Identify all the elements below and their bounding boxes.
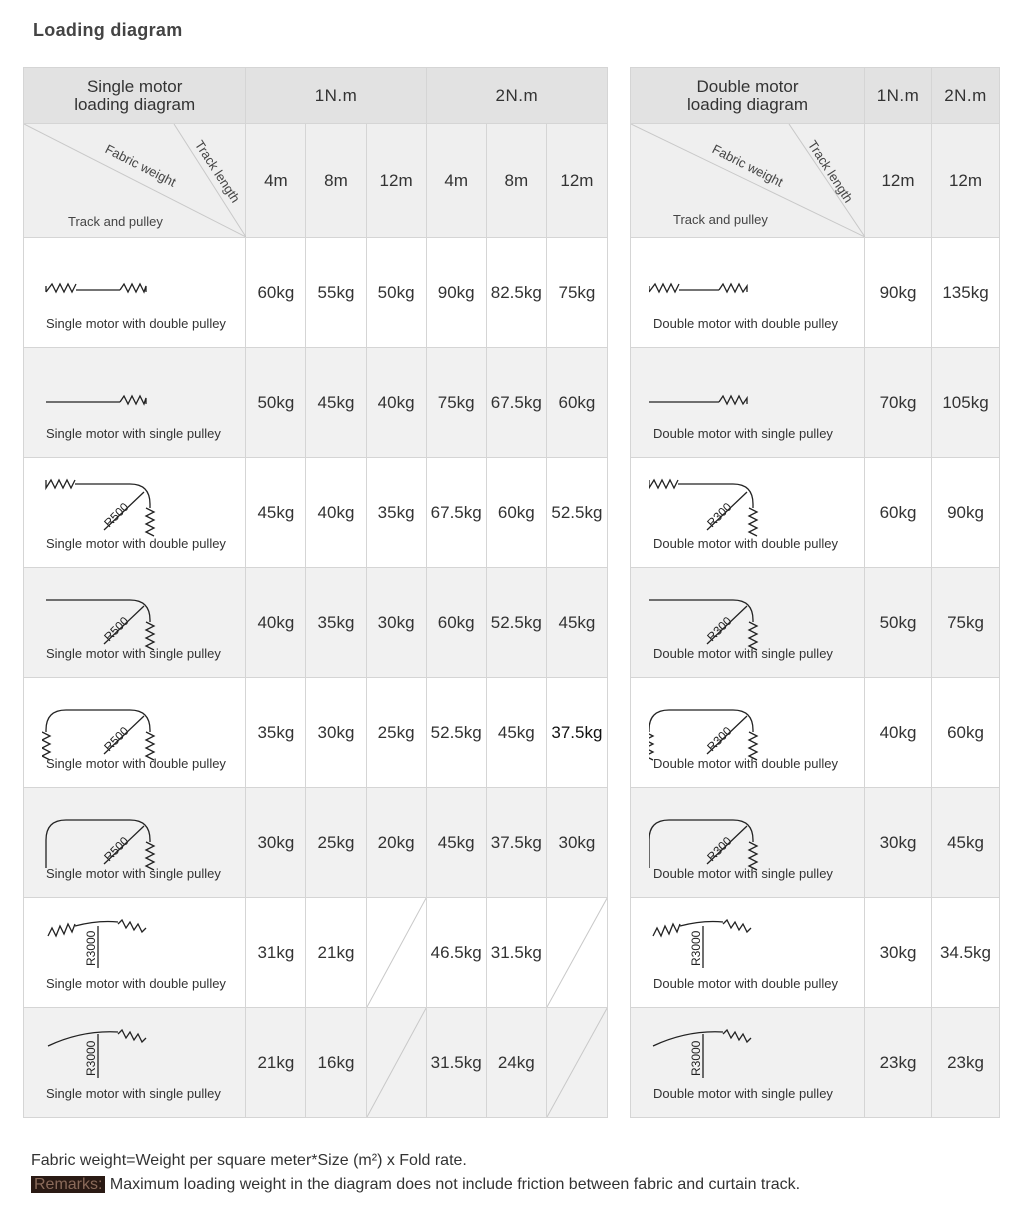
torque-header-2nm: 2N.m: [426, 68, 607, 124]
track-diagram-cell: [24, 568, 246, 678]
track-diagram-cell: [631, 348, 865, 458]
track-diagram-cell: [631, 1008, 865, 1118]
track-diagram-cell: [631, 678, 865, 788]
value-cell: 90kg: [426, 238, 486, 348]
motor-label-line2: loading diagram: [74, 94, 196, 114]
track-caption: Single motor with double pulley: [46, 316, 226, 331]
track-diagram-cell: [24, 1008, 246, 1118]
value-cell: 20kg: [366, 788, 426, 898]
table-row: [631, 788, 1000, 898]
torque-header-2nm: 2N.m: [932, 68, 1000, 124]
track-caption: Single motor with single pulley: [46, 646, 221, 661]
slash-icon: [547, 1008, 607, 1117]
remarks-tag: Remarks:: [31, 1176, 105, 1193]
axis-track-length: Track length: [804, 137, 857, 206]
value-cell: 16kg: [306, 1008, 366, 1118]
table-row: [631, 898, 1000, 1008]
value-cell: 45kg: [426, 788, 486, 898]
track-caption: Single motor with double pulley: [46, 536, 226, 551]
track-diagram-cell: [631, 568, 865, 678]
value-cell: 31.5kg: [486, 898, 546, 1008]
value-cell: 30kg: [865, 898, 932, 1008]
slash-icon: [547, 898, 607, 1007]
motor-label-line2: loading diagram: [687, 94, 808, 114]
value-cell: 23kg: [865, 1008, 932, 1118]
fabric-weight-formula: Fabric weight=Weight per square meter*Size (m²) x Fold rate.: [31, 1152, 467, 1169]
track-caption: Double motor with double pulley: [653, 756, 838, 771]
value-cell: 82.5kg: [486, 238, 546, 348]
length-4m: 4m: [246, 124, 306, 238]
value-cell: 90kg: [932, 458, 1000, 568]
straight-single-pulley-icon: [42, 366, 232, 426]
value-cell: 60kg: [426, 568, 486, 678]
length-4m: 4m: [426, 124, 486, 238]
value-cell: 52.5kg: [546, 458, 607, 568]
radius-label: R500: [101, 723, 132, 755]
value-cell: 75kg: [426, 348, 486, 458]
value-cell: 25kg: [306, 788, 366, 898]
value-cell: 135kg: [932, 238, 1000, 348]
track-diagram-cell: [24, 898, 246, 1008]
axis-fabric-weight: Fabric weight: [709, 141, 786, 190]
value-cell: 35kg: [246, 678, 306, 788]
radius-label: R3000: [689, 1040, 703, 1076]
table-row: [631, 1008, 1000, 1118]
straight-single-pulley-icon: [649, 366, 839, 426]
value-cell: 31.5kg: [426, 1008, 486, 1118]
track-diagram-cell: [24, 678, 246, 788]
track-caption: Double motor with double pulley: [653, 536, 838, 551]
value-cell: 52.5kg: [426, 678, 486, 788]
track-caption: Double motor with single pulley: [653, 1086, 833, 1101]
value-cell: 70kg: [865, 348, 932, 458]
motor-type-header: [24, 68, 246, 124]
table-row: [24, 898, 608, 1008]
value-cell: 21kg: [246, 1008, 306, 1118]
value-cell: 60kg: [246, 238, 306, 348]
value-cell: 40kg: [865, 678, 932, 788]
track-caption: Single motor with single pulley: [46, 866, 221, 881]
value-cell: 23kg: [932, 1008, 1000, 1118]
value-cell: 60kg: [486, 458, 546, 568]
axis-track-pulley: Track and pulley: [673, 212, 768, 227]
track-diagram-cell: [631, 788, 865, 898]
value-cell: 37.5kg: [546, 678, 607, 788]
value-cell: 45kg: [306, 348, 366, 458]
remarks-line: [31, 1176, 800, 1194]
length-12m: 12m: [366, 124, 426, 238]
track-caption: Single motor with double pulley: [46, 756, 226, 771]
value-cell: 30kg: [865, 788, 932, 898]
value-cell: 45kg: [246, 458, 306, 568]
track-caption: Double motor with single pulley: [653, 646, 833, 661]
value-cell: 35kg: [306, 568, 366, 678]
table-row: [631, 568, 1000, 678]
value-cell: 40kg: [306, 458, 366, 568]
value-cell: 25kg: [366, 678, 426, 788]
value-cell: 105kg: [932, 348, 1000, 458]
table-row: [24, 568, 608, 678]
track-caption: Single motor with single pulley: [46, 1086, 221, 1101]
length-8m: 8m: [486, 124, 546, 238]
value-cell: 45kg: [546, 568, 607, 678]
value-cell: 60kg: [932, 678, 1000, 788]
axis-track-pulley: Track and pulley: [68, 214, 163, 229]
slash-icon: [367, 898, 426, 1007]
value-cell: 50kg: [865, 568, 932, 678]
track-diagram-cell: [24, 788, 246, 898]
not-applicable-cell: [366, 898, 426, 1008]
value-cell: 30kg: [366, 568, 426, 678]
value-cell: 40kg: [366, 348, 426, 458]
value-cell: 30kg: [546, 788, 607, 898]
table-row: [631, 678, 1000, 788]
radius-label: R300: [704, 613, 735, 645]
track-diagram-cell: [24, 238, 246, 348]
table-row: [24, 458, 608, 568]
track-caption: Double motor with double pulley: [653, 976, 838, 991]
radius-label: R300: [704, 723, 735, 755]
value-cell: 31kg: [246, 898, 306, 1008]
axis-fabric-weight: Fabric weight: [102, 141, 179, 190]
radius-label: R500: [101, 613, 132, 645]
value-cell: 35kg: [366, 458, 426, 568]
value-cell: 75kg: [932, 568, 1000, 678]
table-row: [631, 238, 1000, 348]
table-row: [24, 1008, 608, 1118]
table-row: [24, 788, 608, 898]
motor-type-header: [631, 68, 865, 124]
value-cell: 30kg: [306, 678, 366, 788]
track-diagram-cell: [631, 458, 865, 568]
radius-label: R3000: [689, 930, 703, 966]
length-8m: 8m: [306, 124, 366, 238]
value-cell: 24kg: [486, 1008, 546, 1118]
track-diagram-cell: [631, 238, 865, 348]
length-12m: 12m: [865, 124, 932, 238]
value-cell: 46.5kg: [426, 898, 486, 1008]
length-12m: 12m: [932, 124, 1000, 238]
track-diagram-cell: [631, 898, 865, 1008]
value-cell: 40kg: [246, 568, 306, 678]
track-caption: Double motor with single pulley: [653, 866, 833, 881]
value-cell: 50kg: [366, 238, 426, 348]
single-motor-table: [23, 67, 608, 1118]
page-title: Loading diagram: [33, 20, 183, 40]
not-applicable-cell: [546, 898, 607, 1008]
torque-header-1nm: 1N.m: [865, 68, 932, 124]
track-diagram-cell: [24, 348, 246, 458]
value-cell: 55kg: [306, 238, 366, 348]
track-caption: Single motor with double pulley: [46, 976, 226, 991]
value-cell: 45kg: [486, 678, 546, 788]
track-diagram-cell: [24, 458, 246, 568]
length-12m: 12m: [546, 124, 607, 238]
table-row: [24, 348, 608, 458]
torque-header-1nm: 1N.m: [246, 68, 426, 124]
straight-double-pulley-icon: [649, 256, 839, 316]
value-cell: 34.5kg: [932, 898, 1000, 1008]
motor-label-line1: Single motor: [86, 76, 183, 96]
table-row: [24, 678, 608, 788]
value-cell: 37.5kg: [486, 788, 546, 898]
value-cell: 90kg: [865, 238, 932, 348]
radius-label: R500: [101, 833, 132, 865]
table-row: [24, 238, 608, 348]
value-cell: 67.5kg: [486, 348, 546, 458]
value-cell: 30kg: [246, 788, 306, 898]
value-cell: 60kg: [546, 348, 607, 458]
table-row: [631, 458, 1000, 568]
axis-track-length: Track length: [191, 137, 244, 206]
track-caption: Single motor with single pulley: [46, 426, 221, 441]
value-cell: 21kg: [306, 898, 366, 1008]
axis-diagonal-header: [631, 124, 865, 238]
straight-double-pulley-icon: [42, 256, 232, 316]
double-motor-table: [630, 67, 1000, 1118]
not-applicable-cell: [546, 1008, 607, 1118]
value-cell: 75kg: [546, 238, 607, 348]
value-cell: 45kg: [932, 788, 1000, 898]
table-row: [631, 348, 1000, 458]
remarks-text: Maximum loading weight in the diagram does not include friction between fabric and curtain track.: [105, 1176, 801, 1193]
slash-icon: [367, 1008, 426, 1117]
value-cell: 67.5kg: [426, 458, 486, 568]
track-caption: Double motor with single pulley: [653, 426, 833, 441]
radius-label: R3000: [84, 930, 98, 966]
axis-diagonal-header: [24, 124, 246, 238]
track-caption: Double motor with double pulley: [653, 316, 838, 331]
radius-label: R300: [704, 833, 735, 865]
radius-label: R3000: [84, 1040, 98, 1076]
value-cell: 50kg: [246, 348, 306, 458]
not-applicable-cell: [366, 1008, 426, 1118]
value-cell: 60kg: [865, 458, 932, 568]
motor-label-line1: Double motor: [696, 76, 799, 96]
radius-label: R300: [704, 499, 735, 531]
value-cell: 52.5kg: [486, 568, 546, 678]
radius-label: R500: [101, 499, 132, 531]
